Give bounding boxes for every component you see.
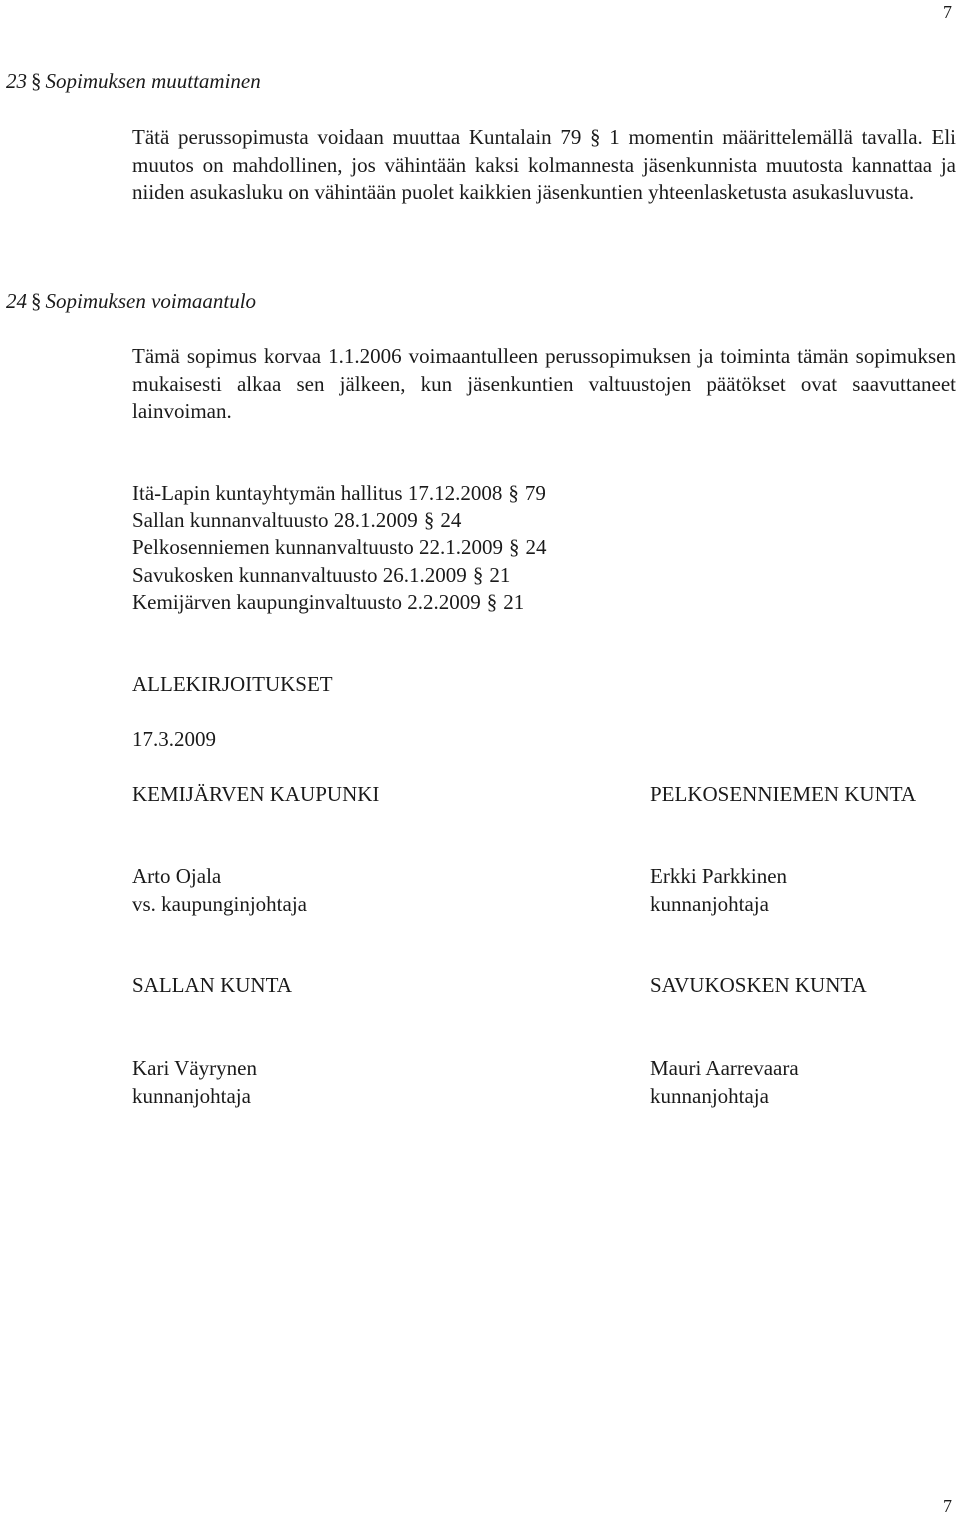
signatory-org-right: SAVUKOSKEN KUNTA: [650, 973, 867, 997]
section-number: 24: [6, 289, 27, 313]
signatory-org-right: PELKOSENNIEMEN KUNTA: [650, 782, 917, 806]
approval-section: 21: [503, 590, 525, 614]
approval-line: [132, 562, 510, 589]
signatory-left: [132, 1054, 257, 1110]
section-symbol: §: [31, 289, 42, 313]
section-heading-24: [6, 289, 256, 314]
signatory-org-left: KEMIJÄRVEN KAUPUNKI: [132, 782, 380, 806]
signatory-name: Kari Väyrynen: [132, 1056, 257, 1080]
page-number-top: 7: [943, 2, 952, 22]
section-title: Sopimuksen voimaantulo: [45, 289, 257, 313]
section-heading-23: [6, 69, 261, 94]
signatory-name: Erkki Parkkinen: [650, 864, 788, 888]
signatures-date: 17.3.2009: [132, 727, 216, 751]
section-symbol: §: [508, 535, 520, 559]
signatory-role: kunnanjohtaja: [650, 892, 769, 916]
signatory-name: Mauri Aarrevaara: [650, 1056, 799, 1080]
approval-body: Kemijärven kaupunginvaltuusto 2.2.2009: [132, 590, 481, 614]
approval-section: 24: [525, 535, 547, 559]
section-symbol: §: [423, 508, 435, 532]
signatory-name: Arto Ojala: [132, 864, 222, 888]
signatures-heading: ALLEKIRJOITUKSET: [132, 672, 333, 696]
approval-section: 21: [489, 563, 511, 587]
signatory-role: kunnanjohtaja: [132, 1084, 251, 1108]
approval-body: Savukosken kunnanvaltuusto 26.1.2009: [132, 563, 467, 587]
section-symbol: §: [508, 481, 519, 505]
section-number: 23: [6, 69, 27, 93]
approval-section: 79: [524, 481, 546, 505]
signatory-org-left: SALLAN KUNTA: [132, 973, 292, 997]
signatory-role: kunnanjohtaja: [650, 1084, 769, 1108]
signatory-right: [650, 1054, 799, 1110]
approval-section: 24: [440, 508, 462, 532]
signatory-left: [132, 862, 307, 918]
approval-line: [132, 589, 524, 616]
approval-body: Pelkosenniemen kunnanvaltuusto 22.1.2009: [132, 535, 503, 559]
section-symbol: §: [486, 590, 498, 614]
signatory-right: [650, 862, 787, 918]
signatory-role: vs. kaupunginjohtaja: [132, 892, 307, 916]
section-paragraph-24: Tämä sopimus korvaa 1.1.2006 voimaantulleen perussopimuksen ja toiminta tämän sopimuksen mukaisesti alkaa sen jälkeen, kun jäsenkuntien valtuustojen päätökset ovat saavuttaneet lainvoiman.: [132, 344, 956, 423]
approval-body: Itä-Lapin kuntayhtymän hallitus 17.12.2008: [132, 481, 503, 505]
approval-line: [132, 534, 546, 561]
section-title: Sopimuksen muuttaminen: [45, 69, 261, 93]
approval-body: Sallan kunnanvaltuusto 28.1.2009: [132, 508, 418, 532]
section-symbol: §: [31, 69, 42, 93]
approval-line: [132, 480, 546, 507]
page-number-bottom: 7: [943, 1496, 952, 1516]
section-paragraph-23: Tätä perussopimusta voidaan muuttaa Kuntalain 79 § 1 momentin määrittelemällä tavalla. Eli muutos on mahdollinen, jos vähintään kaksi kolmannesta jäsenkunnista muutosta kannattaa ja niiden asukasluku on vähintään puolet kaikkien jäsenkuntien yhteenlasketusta asukasluvusta.: [132, 125, 956, 204]
section-symbol: §: [472, 563, 484, 587]
approval-line: [132, 507, 461, 534]
